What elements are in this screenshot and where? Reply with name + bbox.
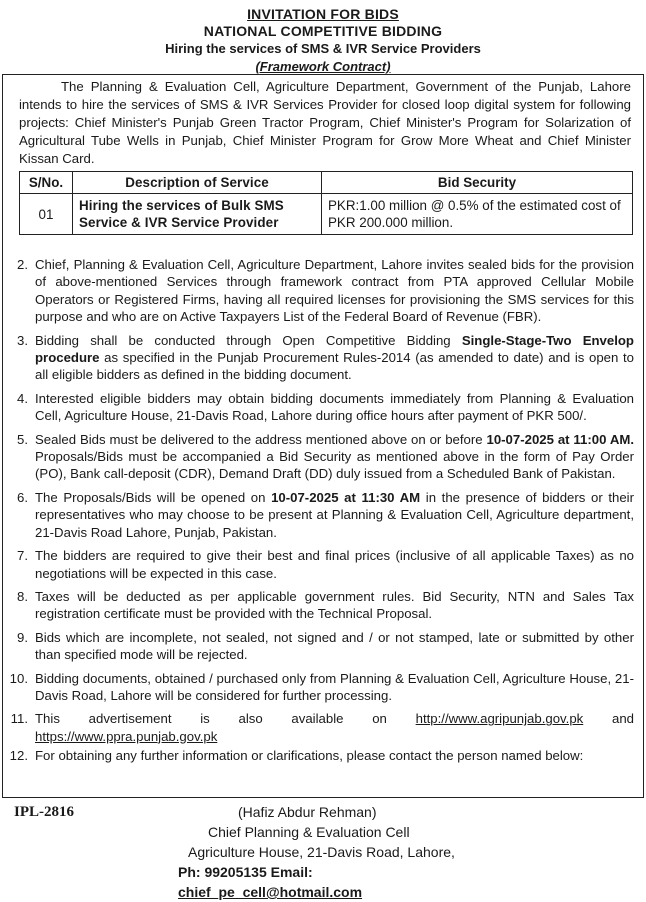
table-header-row xyxy=(20,172,633,194)
item-text: Proposals/Bids must be accompanied a Bid Security as mentioned above in the form of Pay Order (PO), Bank call-deposit (CDR), Demand Draft (DD) duly issued from a Scheduled Bank of Pakistan. xyxy=(35,449,634,482)
item-number: 9. xyxy=(17,629,28,645)
item-text: The bidders are required to give their best and final prices (inclusive of all applicable Taxes) as no negotiations will be expected in this case. xyxy=(35,548,634,581)
item-number: 5. xyxy=(17,431,28,447)
email-address[interactable]: chief_pe_cell@hotmail.com xyxy=(178,884,363,900)
contract-type-title: (Framework Contract) xyxy=(255,59,391,74)
item-number: 11. xyxy=(10,711,28,727)
bidding-type-title: NATIONAL COMPETITIVE BIDDING xyxy=(203,23,443,39)
item-11-line-2 xyxy=(35,728,634,745)
agripunjab-link[interactable]: http://www.agripunjab.gov.pk xyxy=(415,711,584,727)
bid-security-table xyxy=(19,171,633,235)
list-item xyxy=(8,489,634,541)
list-item xyxy=(8,332,634,384)
item-text: as specified in the Punjab Procurement Rules-2014 (as amended to date) and is open to all eligible bidders as defined in the bidding document. xyxy=(35,350,634,383)
item-text: Interested eligible bidders may obtain bidding documents immediately from Planning & Evaluation Cell, Agriculture House, 21-Davis Road, Lahore during office hours after payment of PKR 500/. xyxy=(35,390,634,424)
item-text: available xyxy=(291,711,344,727)
item-11-line xyxy=(35,710,634,727)
item-number: 4. xyxy=(17,390,28,406)
list-item xyxy=(8,431,634,483)
intro-paragraph: The Planning & Evaluation Cell, Agriculture Department, Government of the Punjab, Lahore intends to hire the services of SMS & IVR Services Provider for closed loop digital system for following projects: Chief Minister's Punjab Green Tractor Program, Chief Minister's Program for Solarization of Agricultural Tube Wells in Punjab, Chief Minister Program for Grow More Wheat and Chief Minister Kissan Card. xyxy=(19,79,631,166)
item-number: 10. xyxy=(9,670,28,686)
invitation-title: INVITATION FOR BIDS xyxy=(247,6,399,22)
item-text-bold: 10-07-2025 at 11:30 AM xyxy=(271,489,421,505)
list-item xyxy=(8,710,634,745)
item-number: 2. xyxy=(17,257,28,272)
list-item xyxy=(8,588,634,623)
item-text: is xyxy=(200,711,210,727)
item-text: in the presence of bidders or their representatives who may choose to be present at Planning & Evaluation Cell, Agriculture department, 21-Davis Road Lahore, Punjab, Pakistan. xyxy=(35,489,634,540)
item-number: 7. xyxy=(17,548,28,564)
ppra-link[interactable]: https://www.ppra.punjab.gov.pk xyxy=(35,728,218,744)
item-number: 6. xyxy=(17,489,28,505)
item-text: advertisement xyxy=(88,711,172,727)
item-text-bold: 10-07-2025 at 11:00 AM. xyxy=(486,431,634,447)
contact-block xyxy=(178,802,498,902)
contact-designation: Chief Planning & Evaluation Cell xyxy=(208,824,410,840)
item-number: 12. xyxy=(9,748,28,764)
table-row xyxy=(20,194,633,235)
list-item xyxy=(8,670,634,705)
item-text: also xyxy=(238,711,263,727)
contact-address: Agriculture House, 21-Davis Road, Lahore, xyxy=(188,844,455,860)
phone-label: Ph: xyxy=(178,864,201,880)
terms-list xyxy=(8,256,634,765)
item-text: on xyxy=(372,711,387,727)
item-text: Taxes will be deducted as per applicable government rules. Bid Security, NTN and Sales Tax registration certificate must be provided with the Technical Proposal. xyxy=(35,588,634,622)
header-sno: S/No. xyxy=(20,172,73,194)
subject-title: Hiring the services of SMS & IVR Service Providers xyxy=(165,41,481,56)
item-text-bold: Single-Stage-Two Envelop procedure xyxy=(35,332,634,366)
list-item xyxy=(8,256,634,326)
cell-sno: 01 xyxy=(20,194,73,235)
cell-bid-security: PKR:1.00 million @ 0.5% of the estimated cost of PKR 200.000 million. xyxy=(322,194,633,235)
item-text: and xyxy=(611,711,634,727)
cell-description: Hiring the services of Bulk SMS Service & IVR Service Provider xyxy=(73,194,322,235)
list-item xyxy=(8,547,634,582)
contact-phone-email xyxy=(178,862,498,902)
item-text: Bidding shall be conducted through Open Competitive Bidding xyxy=(35,332,462,348)
list-item xyxy=(8,629,634,664)
item-text: Sealed Bids must be delivered to the address mentioned above on or before xyxy=(35,431,487,447)
item-text: Chief, Planning & Evaluation Cell, Agriculture Department, Lahore invites sealed bids for the provision of above-mentioned Services through framework contract from PTA approved Cellular Mobile Operators or Registered Firms, having all required licenses for provisioning the SMS services for this purpose and who are on Active Taxpayers List of the Federal Board of Revenue (FBR). xyxy=(35,257,634,325)
list-item xyxy=(8,747,634,764)
item-text: Bidding documents, obtained / purchased only from Planning & Evaluation Cell, Agriculture House, 21-Davis Road, Lahore will be considered for further processing. xyxy=(35,670,634,703)
item-text: The Proposals/Bids will be opened on xyxy=(35,489,272,505)
header-description: Description of Service xyxy=(73,172,322,194)
list-item xyxy=(8,390,634,425)
contact-name: (Hafiz Abdur Rehman) xyxy=(238,804,377,820)
item-text: This xyxy=(35,711,60,727)
email-label: Email: xyxy=(270,864,313,880)
item-number: 8. xyxy=(17,588,28,604)
item-text: For obtaining any further information or clarifications, please contact the person named below: xyxy=(35,748,584,764)
ad-reference-number: IPL-2816 xyxy=(14,804,74,820)
item-text: Bids which are incomplete, not sealed, not signed and / or not stamped, late or submitted by other than specified mode will be rejected. xyxy=(35,629,634,663)
phone-number: 99205135 xyxy=(204,864,267,880)
item-number: 3. xyxy=(17,332,28,348)
header-bid-security: Bid Security xyxy=(322,172,633,194)
